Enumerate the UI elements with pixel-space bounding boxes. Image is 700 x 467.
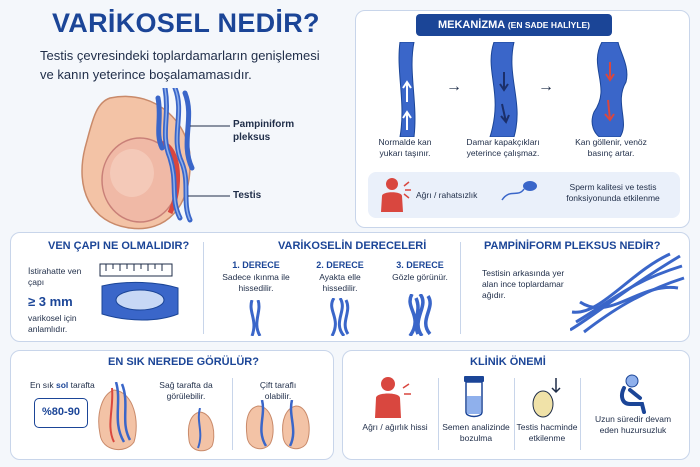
arrow-right-icon: →	[446, 78, 462, 95]
person-pain-icon	[372, 376, 412, 420]
mechanism-title-suffix: (EN SADE HALİYLE)	[507, 20, 591, 30]
clinical-item-1: Ağrı / ağırlık hissi	[362, 422, 428, 432]
mechanism-step-3: Kan göllenir, venöz basınç artar.	[575, 137, 647, 158]
plexus-info-text: Testisin arkasında yer alan ince toplardamar ağıdır.	[482, 268, 565, 300]
where-title: EN SIK NEREDE GÖRÜLÜR?	[108, 356, 259, 368]
sitting-person-icon	[614, 374, 654, 414]
page-subtitle: Testis çevresindeki toplardamarların genişlemesi ve kanın yeterince boşalamamasıdır.	[40, 48, 320, 82]
grade-1-vein-icon	[244, 300, 268, 336]
diameter-title: VEN ÇAPI NE OLMALIDIR?	[48, 240, 190, 252]
grade-2-vein-icon	[326, 298, 354, 336]
percent-badge: %80-90	[34, 398, 88, 428]
page-title: VARİKOSEL NEDİR?	[52, 8, 320, 38]
mechanism-step-1: Normalde kan yukarı taşınır.	[378, 137, 432, 158]
mechanism-step-2: Damar kapakçıkları yeterince çalışmaz.	[466, 137, 540, 158]
grade-3	[384, 260, 456, 283]
clinical-title: KLİNİK ÖNEMİ	[470, 356, 546, 368]
scrotum-illustration	[70, 88, 330, 238]
grades-title: VARİKOSELİN DERECELERİ	[278, 240, 427, 252]
grade-2-text: Ayakta elle hissedilir.	[319, 272, 361, 293]
grade-1-title: 1. DERECE	[232, 260, 280, 270]
grade-3-text: Gözle görünür.	[392, 272, 448, 282]
divider	[514, 378, 515, 450]
left-varicocele-icon	[94, 382, 144, 454]
semen-tube-icon	[462, 374, 486, 420]
effect-sperm: Sperm kalitesi ve testis fonksiyonunda etkilenme	[566, 182, 660, 203]
diameter-line2: varikosel için anlamlıdır.	[28, 313, 77, 334]
vein-valve-icon	[484, 42, 524, 137]
where-left-bold: sol	[56, 380, 69, 390]
mechanism-title-bar	[416, 14, 612, 36]
grade-3-title: 3. DERECE	[396, 260, 444, 270]
vein-pooling-icon	[590, 42, 630, 137]
diameter-value: ≥ 3 mm	[28, 294, 73, 309]
right-varicocele-icon	[186, 408, 218, 454]
vein-normal-icon	[392, 42, 422, 137]
vein-cross-section-icon	[98, 262, 188, 332]
label-testis: Testis	[233, 190, 262, 201]
divider	[203, 242, 204, 334]
divider	[460, 242, 461, 334]
where-left-suffix: tarafta	[70, 380, 95, 390]
diameter-line1: İstirahatte ven çapı	[28, 266, 82, 287]
where-right-text: Sağ tarafta da görülebilir.	[159, 380, 213, 401]
clinical-item-2: Semen analizinde bozulma	[442, 422, 510, 443]
bilateral-varicocele-icon	[244, 400, 314, 454]
person-pain-icon	[378, 176, 412, 214]
grade-3-vein-icon	[406, 294, 436, 336]
grade-1	[220, 260, 292, 294]
plexus-network-icon	[570, 252, 685, 334]
arrow-right-icon: →	[538, 78, 554, 95]
testis-volume-icon	[530, 376, 564, 420]
sperm-icon	[500, 178, 540, 208]
divider	[580, 378, 581, 450]
where-left-text	[30, 380, 95, 391]
grade-2	[304, 260, 376, 294]
grade-2-title: 2. DERECE	[316, 260, 364, 270]
where-both-text: Çift taraflı olabilir.	[259, 380, 297, 401]
grade-1-text: Sadece ıkınma ile hissedilir.	[222, 272, 290, 293]
effect-pain: Ağrı / rahatsızlık	[416, 190, 478, 200]
where-left-prefix: En sık	[30, 380, 54, 390]
divider	[438, 378, 439, 450]
plexus-info-title: PAMPİNİFORM PLEKSUS NEDİR?	[484, 240, 661, 252]
divider	[232, 378, 233, 450]
clinical-item-3: Testis hacminde etkilenme	[516, 422, 578, 443]
clinical-item-4: Uzun süredir devam eden huzursuzluk	[594, 414, 672, 435]
mechanism-title: MEKANİZMA	[437, 19, 505, 31]
label-plexus: Pampiniform pleksus	[233, 119, 295, 143]
